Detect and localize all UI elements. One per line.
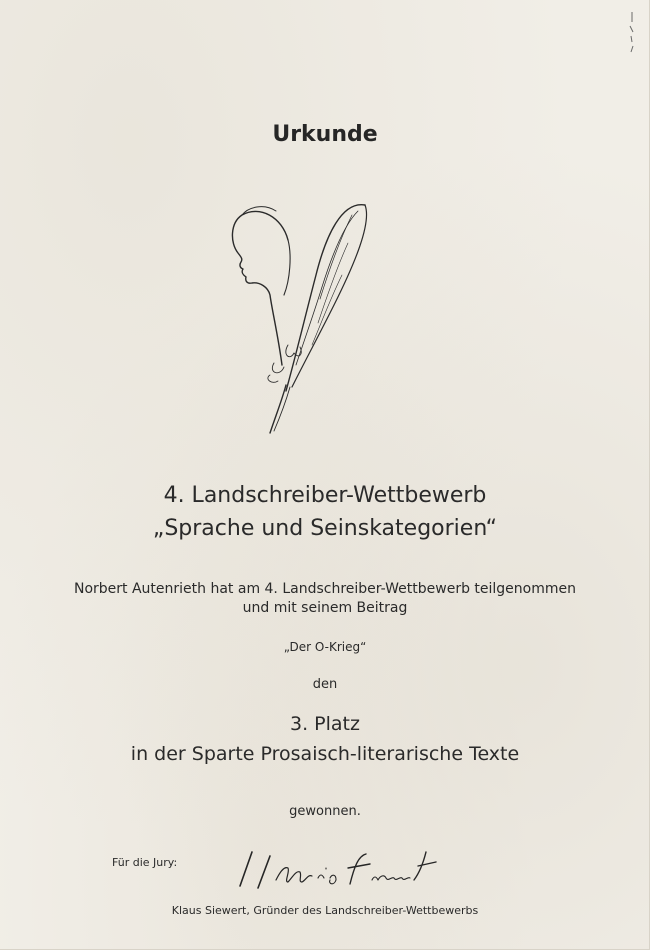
certificate-title: Urkunde — [272, 122, 378, 147]
signatory-name: Klaus Siewert, Gründer des Landschreiber-Wettbewerbs — [171, 904, 479, 917]
entry-title: „Der O-Krieg“ — [283, 640, 367, 654]
participation-text-line-2: und mit seinem Beitrag — [242, 600, 408, 616]
connector-text: den — [312, 677, 338, 692]
competition-name: 4. Landschreiber-Wettbewerb — [163, 483, 487, 508]
participation-text-line-1: Norbert Autenrieth hat am 4. Landschreiber-Wettbewerb teilgenommen — [73, 581, 576, 597]
signature-icon — [222, 838, 452, 893]
corner-scribble-mark — [620, 8, 644, 58]
won-text: gewonnen. — [289, 804, 361, 819]
award-rank: 3. Platz — [290, 713, 360, 735]
jury-label: Für die Jury: — [112, 856, 178, 869]
competition-theme: „Sprache und Seinskategorien“ — [152, 516, 498, 541]
award-category: in der Sparte Prosaisch-literarische Texte — [130, 743, 520, 765]
head-and-quill-sketch-icon — [230, 195, 380, 440]
